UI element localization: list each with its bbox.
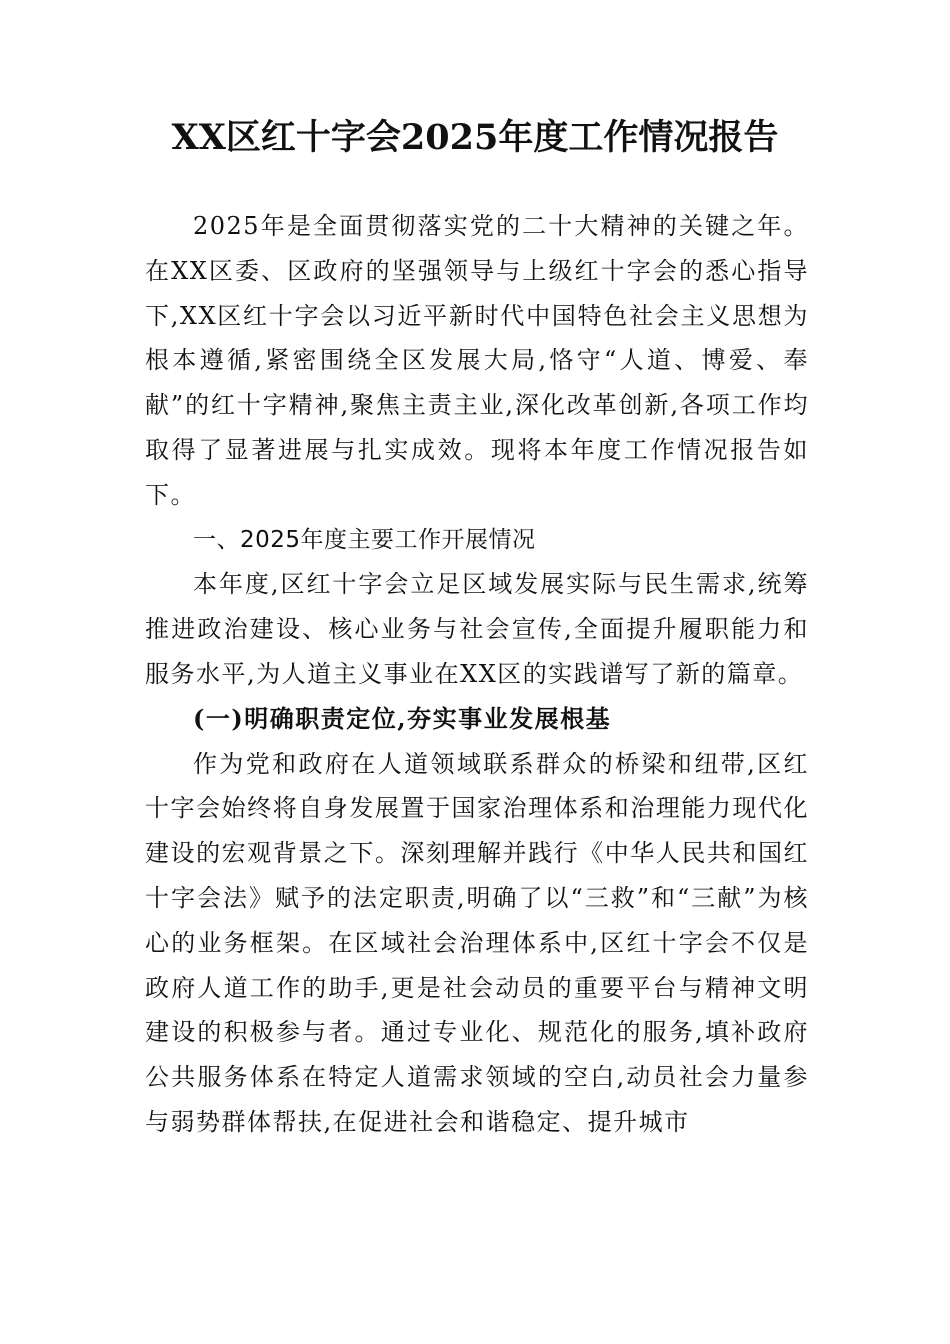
- document-title: XX区红十字会2025年度工作情况报告: [171, 117, 779, 158]
- intro-paragraph: 2025年是全面贯彻落实党的二十大精神的关键之年。在XX区委、区政府的坚强领导与上级红十字会的悉心指导下,XX区红十字会以习近平新时代中国特色社会主义思想为根本遵循,紧密围绕全区发展大局,恪守“人道、博爱、奉献”的红十字精神,聚焦主责主业,深化改革创新,各项工作均取得了显著进展与扎实成效。现将本年度工作情况报告如下。: [145, 212, 809, 509]
- section-heading-1: 一、2025年度主要工作开展情况: [193, 526, 536, 553]
- subsection-heading-1: (一)明确职责定位,夯实事业发展根基: [193, 703, 612, 733]
- document-body: [145, 204, 809, 1145]
- subsection-1-paragraph: 作为党和政府在人道领域联系群众的桥梁和纽带,区红十字会始终将自身发展置于国家治理体系和治理能力现代化建设的宏观背景之下。深刻理解并践行《中华人民共和国红十字会法》赋予的法定职责,明确了以“三救”和“三献”为核心的业务框架。在区域社会治理体系中,区红十字会不仅是政府人道工作的助手,更是社会动员的重要平台与精神文明建设的积极参与者。通过专业化、规范化的服务,填补政府公共服务体系在特定人道需求领域的空白,动员社会力量参与弱势群体帮扶,在促进社会和谐稳定、提升城市: [145, 749, 809, 1136]
- section-1-paragraph: 本年度,区红十字会立足区域发展实际与民生需求,统筹推进政治建设、核心业务与社会宣传,全面提升履职能力和服务水平,为人道主义事业在XX区的实践谱写了新的篇章。: [145, 570, 809, 688]
